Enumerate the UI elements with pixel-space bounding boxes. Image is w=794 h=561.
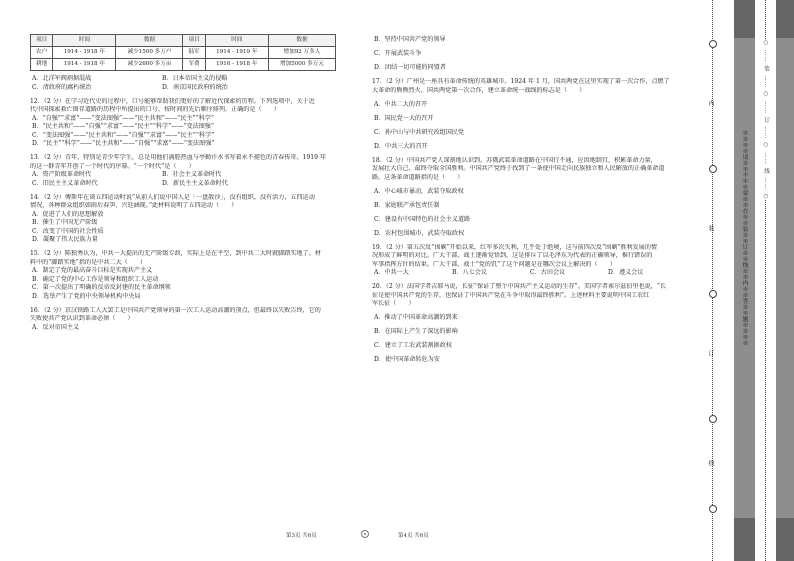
binding-label-zhuang: 装: [707, 225, 714, 232]
option-c: C．建立了工农武装割据政权: [374, 342, 452, 349]
binding-hole-icon: [709, 290, 717, 298]
option-b: B．国民党一大的召开: [374, 114, 434, 122]
option-c: C．“变法图强”——“民主共和”——“自强”“求富”——“民主”“科学”: [32, 131, 215, 139]
left-column: [30, 34, 365, 332]
option-d: D．中共三大的召开: [374, 142, 428, 150]
question-12: [30, 98, 365, 149]
table-header: 项目: [183, 35, 205, 47]
option-c: C．孙中山与中共研究改组国民党: [374, 128, 464, 136]
question-text: 15．（2 分）陈独秀认为，中共一大提出的无产阶级专政，实际上是在平空，到中共二大时就脚踏实地了。材: [30, 250, 321, 257]
question-20: [372, 283, 697, 365]
question-text: 14．（2 分）傅斯年在谈五四运动时说“从前人们说中国人是「一盘散沙」，没有组织，没有活力，五四运动: [30, 193, 315, 201]
table-cell: 陆军: [183, 47, 205, 59]
option-b: B．“民主共和”——“自强”“求富”——“民主”“科学”——“变法图强”: [32, 123, 215, 130]
table-cell: 增加92 万多人: [268, 47, 335, 59]
right-column: [372, 36, 697, 365]
table-cell: 增加5000 多万元: [268, 59, 335, 71]
option-a: A．推动了中国革命高潮的到来: [374, 314, 458, 321]
option-a: A．制定了党的最高奋斗目标是实现共产主义: [32, 267, 153, 274]
option-b: B．坚持中国共产党的领导: [374, 36, 446, 43]
table-header: 时间: [53, 35, 116, 47]
option-b: B．催生了中国无产阶级: [32, 219, 98, 226]
option-a: A．资产阶级革命时代: [32, 171, 92, 178]
option-d: D．使中国革命转危为安: [374, 356, 440, 363]
option-c: C．改变了中国的社会性质: [32, 227, 104, 235]
option-d: D．南京国民政府的统治: [162, 83, 228, 91]
question-text: 17．（2 分）广州是一座具有革命传统的英雄城市。1924 年 1 月，国共两党在这里实现了第一次合作，点燃了: [372, 78, 670, 85]
option-b: B．八七会议: [452, 269, 487, 276]
question-14: [30, 194, 365, 245]
option-a: A．反对帝国主义: [32, 323, 80, 331]
option-c: C．古田会议: [530, 269, 566, 276]
table-header: 时间: [205, 35, 268, 47]
option-b: B．社会主义革命时代: [162, 171, 222, 178]
table-cell: 减少2600 多万亩: [116, 59, 183, 71]
table-cell: 1914 - 1918 年: [53, 59, 116, 71]
table-header-row: [31, 35, 336, 47]
binding-hole-icon: [709, 415, 717, 423]
option-b: B．在国际上产生了深远的影响: [374, 328, 458, 335]
option-d: D．选举产生了党的中央领导机构中央局: [32, 292, 141, 300]
table-cell: 1914 - 1919 年: [205, 47, 268, 59]
option-d: D．凝聚了伟大民族力量: [32, 236, 98, 243]
table-cell: 军费: [183, 59, 205, 71]
question-text: 代中国探索救亡图存道路的历程中所提出的口号，按时间的先后顺序排列，正确的是（ ）: [30, 106, 280, 113]
binding-hole-icon: [709, 505, 717, 513]
question-18: [372, 157, 697, 239]
option-c: C．旧民主主义革命时代: [32, 179, 98, 187]
question-text: 19．（2 分）第五次反“围剿”开始以来，红军多次失利，几乎处于绝境，这与前四次反“围剿”胜利发展的情: [372, 243, 658, 251]
center-circle-icon: [361, 530, 369, 538]
question-text: 失败使共产党认识到革命必须（ ）: [30, 315, 134, 322]
question-16: [30, 307, 365, 333]
binding-label-xian: 线: [707, 460, 714, 467]
option-a: A．促进了人们的思想解放: [32, 210, 104, 218]
option-c: C．建设有中国特色的社会主义道路: [374, 215, 471, 223]
option-d: D．遵义会议: [608, 269, 644, 276]
question-text: 20．（2 分）法国学者吉耶马说，长征“保证了整个中国共产主义运动的生存”。美国学者索尔兹伯里也说，“长: [372, 283, 667, 290]
binding-warning-text: ※※※※请※※不※※要※※在※※装※※订※※线※※内※※答※※题※※※※: [741, 130, 747, 346]
table-header: 项目: [31, 35, 53, 47]
table-cell: 减少1500 多万户: [116, 47, 183, 59]
table-row: [31, 47, 336, 59]
page-number-right: 第4页 共6页: [398, 533, 429, 539]
binding-hole-icon: [709, 40, 717, 48]
question-text: 情况，各种群众组织如雨后春笋，兴廷涵现。”此材料说明了五四运动（ ）: [30, 202, 238, 209]
question-text: 大革命的熊熊烈火。国共两党第一次合作，建立革命统一战线的标志是（ ）: [372, 86, 586, 94]
binding-outer-label: ○ …… 装 …… ○ …… 订 …… ○ …… 线 …… ○: [763, 40, 769, 201]
option-d: D．新民主主义革命时代: [162, 179, 228, 187]
table-cell: 1914 - 1918 年: [53, 47, 116, 59]
option-a: A．中心城市暴动，武装夺取政权: [374, 187, 464, 195]
option-c: C．第一次提出了明确的反帝反封建的民主革命纲领: [32, 284, 171, 291]
table-cell: 农户: [31, 47, 53, 59]
q11-options: [32, 84, 365, 93]
table-cell: 1916 - 1918 年: [205, 59, 268, 71]
option-a: A．中共二大的召开: [374, 100, 428, 108]
question-text: 军事指挥方针的结果。广大干部、战士“党的饥”了这个问题是在哪次会议上解决的（ ）: [372, 260, 616, 268]
option-b: B．日本帝国主义的侵略: [162, 75, 228, 82]
option-d: D．农村包围城市，武装夺取政权: [374, 229, 465, 237]
question-text: 13．（2 分）青年，特别是青少年学生，总是用他们满腔热血与亭勤汗水书写着永不褪色的青春传奇。1919 年: [30, 154, 327, 161]
question-13: [30, 154, 365, 188]
question-15: [30, 250, 365, 301]
binding-dotted-line: [712, 0, 713, 561]
binding-label-inner: 内: [707, 100, 714, 107]
option-d: D．团结一切可能的同盟者: [374, 64, 446, 71]
table-cell: 耕地: [31, 59, 53, 71]
question-19: [372, 244, 697, 278]
option-c: C．清政府的腐朽统治: [32, 83, 92, 91]
question-text: 军长征（ ）: [372, 300, 415, 307]
page-number-left: 第3页 共6页: [286, 533, 317, 539]
data-table: [30, 34, 336, 71]
question-text: 路。这条革命道路指的是（ ）: [372, 173, 464, 181]
option-c: C．开展武装斗争: [374, 50, 422, 57]
table-row: [31, 59, 336, 71]
binding-hole-icon: [709, 165, 717, 173]
question-text: 18．（2 分）中国共产党人深刻地认识到，苏俄武装革命道路在中国行不通，应因地制宜，积累革命力量，: [372, 156, 657, 164]
option-b: B．家庭联产承包责任制: [374, 201, 440, 209]
question-text: 发展壮大自己，最终夺取全国胜利。中国共产党终于找到了一条使中国走向民族独立和人民解放的正确革命道: [372, 165, 665, 172]
option-a: A．北洋军阀割据混战: [32, 75, 92, 82]
question-text: 况形成了鲜明的对比。广大干部、战士逐渐觉悟到，这是排斥了以毛泽东为代表的正确领导，推行错误的: [372, 252, 653, 259]
question-17: [372, 78, 697, 151]
question-text: 料中的“脚踏实地”指的是中共二大（ ）: [30, 258, 146, 266]
q11-options: [32, 75, 365, 84]
question-text: 16．（2 分）京汉铁路工人大罢工是中国共产党领导的第一次工人运动高潮的顶点，但最终以失败告终，它的: [30, 306, 321, 314]
question-text: 12．（2 分）在学习近代史的过程中，口号能够帮助我们更好的了解近代探索的历程。下列选项中，关于近: [30, 97, 315, 105]
question-text: 的这一群青年开创了一个时代的序幕。“一个时代”是（ ）: [30, 162, 195, 170]
option-d: D．“民主”“科学”——“民主共和”——“自强”“求富”——“变法图强”: [32, 140, 215, 147]
option-b: B．确定了党的中心工作是领导和组织工人运动: [32, 275, 159, 283]
option-a: A．“自强”“求富”——“变法图强”——“民主共和”——“民主”“科学”: [32, 114, 214, 122]
option-a: A．中共一大: [374, 269, 409, 276]
question-text: 征是使中国共产党的生存，也保证了中国共产党在斗争中取得最终胜利”。上述材料主要说明中国工农红: [372, 291, 650, 299]
table-header: 数据: [268, 35, 335, 47]
binding-label-ding: 订: [707, 350, 714, 357]
table-header: 数据: [116, 35, 183, 47]
